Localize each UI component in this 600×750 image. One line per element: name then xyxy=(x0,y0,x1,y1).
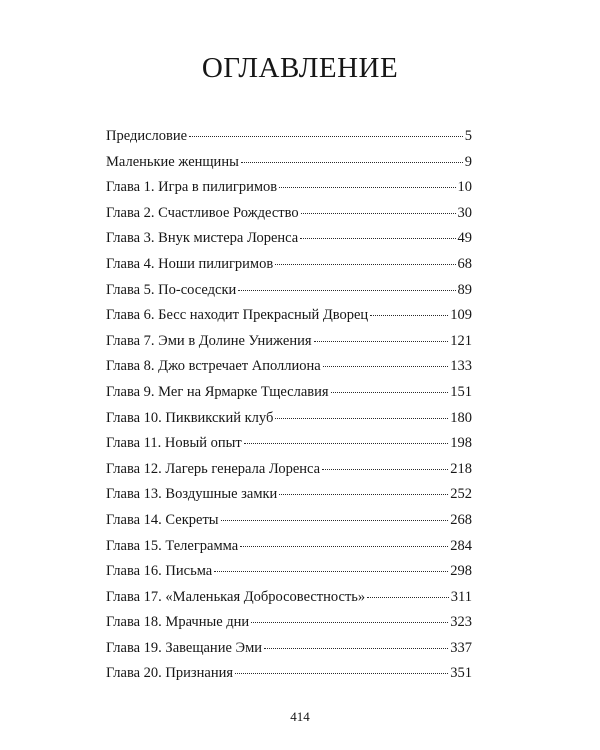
dot-leader xyxy=(331,392,449,393)
toc-entry-page: 30 xyxy=(457,204,472,221)
toc-entry-page: 323 xyxy=(450,614,472,631)
toc-entry-page: 151 xyxy=(450,383,472,400)
toc-entry-title: Глава 15. Телеграмма xyxy=(106,537,239,554)
toc-entry xyxy=(106,205,472,231)
toc-entry-title: Предисловие xyxy=(106,128,188,144)
dot-leader xyxy=(264,648,448,649)
dot-leader xyxy=(367,597,449,598)
toc-entry-page: 10 xyxy=(457,179,472,196)
dot-leader xyxy=(370,315,448,316)
dot-leader xyxy=(235,673,448,674)
toc-entry-title: Глава 4. Ноши пилигримов xyxy=(106,255,274,272)
dot-leader xyxy=(275,264,455,265)
toc-entry-title: Глава 10. Пиквикский клуб xyxy=(106,409,274,426)
dot-leader xyxy=(221,520,449,521)
toc-entry-title: Глава 12. Лагерь генерала Лоренса xyxy=(106,460,321,477)
dot-leader xyxy=(214,571,448,572)
toc-entry-title: Маленькие женщины xyxy=(106,153,239,170)
toc-entry xyxy=(106,512,472,538)
toc-entry-title: Глава 5. По-соседски xyxy=(106,281,237,298)
toc-entry-page: 89 xyxy=(457,281,472,298)
dot-leader xyxy=(322,469,448,470)
toc-entry-title: Глава 6. Бесс находит Прекрасный Дворец xyxy=(106,307,369,324)
toc-entry-page: 49 xyxy=(457,230,472,247)
dot-leader xyxy=(279,494,448,495)
dot-leader xyxy=(300,238,455,239)
toc-entry-page: 311 xyxy=(450,588,472,605)
dot-leader xyxy=(189,136,463,137)
toc-entry xyxy=(106,640,472,666)
dot-leader xyxy=(251,622,448,623)
toc-entry-title: Глава 2. Счастливое Рождество xyxy=(106,204,299,221)
dot-leader xyxy=(244,443,449,444)
dot-leader xyxy=(323,366,449,367)
toc-entry xyxy=(106,154,472,180)
toc-entry xyxy=(106,128,472,154)
dot-leader xyxy=(238,290,455,291)
toc-entry xyxy=(106,307,472,333)
toc-entry-title: Глава 17. «Маленькая Добросовестность» xyxy=(106,588,366,605)
toc-entry-page: 268 xyxy=(450,511,472,528)
toc-entry-page: 351 xyxy=(450,665,472,682)
toc-entry xyxy=(106,384,472,410)
toc-entry xyxy=(106,410,472,436)
toc-entry-title: Глава 20. Признания xyxy=(106,665,234,682)
toc-entry-page: 284 xyxy=(450,537,472,554)
toc-entry-title: Глава 8. Джо встречает Аполлиона xyxy=(106,358,321,375)
dot-leader xyxy=(279,187,455,188)
dot-leader xyxy=(301,213,456,214)
toc-entry xyxy=(106,333,472,359)
toc-entry-page: 252 xyxy=(450,486,472,503)
toc-entry-page: 9 xyxy=(464,153,472,170)
toc-entry xyxy=(106,282,472,308)
toc-entry xyxy=(106,179,472,205)
dot-leader xyxy=(314,341,449,342)
toc-entry xyxy=(106,256,472,282)
toc-entry-title: Глава 16. Письма xyxy=(106,563,213,580)
toc-entry xyxy=(106,538,472,564)
page-title: ОГЛАВЛЕНИЕ xyxy=(201,52,399,84)
toc-entry-page: 68 xyxy=(457,255,472,272)
toc-entry-title: Глава 11. Новый опыт xyxy=(106,435,242,452)
toc-entry-page: 337 xyxy=(450,639,472,656)
toc-entry-page: 298 xyxy=(450,563,472,580)
dot-leader xyxy=(275,418,448,419)
toc-entry-title: Глава 7. Эми в Долине Унижения xyxy=(106,332,312,349)
toc-entry-page: 218 xyxy=(450,460,472,477)
toc-entry xyxy=(106,435,472,461)
dot-leader xyxy=(240,546,448,547)
toc-entry-title: Глава 13. Воздушные замки xyxy=(106,486,278,503)
toc-entry xyxy=(106,358,472,384)
toc-entry-page: 109 xyxy=(450,307,472,324)
toc-entry-page: 198 xyxy=(450,435,472,452)
toc-entry-title: Глава 19. Завещание Эми xyxy=(106,639,263,656)
toc-entry-page: 180 xyxy=(450,409,472,426)
page-number: 414 xyxy=(290,709,310,724)
toc-entry-title: Глава 18. Мрачные дни xyxy=(106,614,250,631)
toc-entry xyxy=(106,461,472,487)
toc-entry-title: Глава 14. Секреты xyxy=(106,511,219,528)
toc-entry-page: 133 xyxy=(450,358,472,375)
table-of-contents xyxy=(106,128,472,691)
toc-entry xyxy=(106,230,472,256)
toc-entry xyxy=(106,589,472,615)
dot-leader xyxy=(241,162,463,163)
toc-entry-title: Глава 1. Игра в пилигримов xyxy=(106,179,278,196)
toc-entry-title: Глава 9. Мег на Ярмарке Тщеславия xyxy=(106,383,329,400)
toc-entry xyxy=(106,614,472,640)
toc-entry-title: Глава 3. Внук мистера Лоренса xyxy=(106,230,299,247)
toc-entry xyxy=(106,563,472,589)
toc-entry-page: 121 xyxy=(450,332,472,349)
toc-entry-page: 5 xyxy=(464,128,472,144)
toc-entry xyxy=(106,665,472,691)
toc-entry xyxy=(106,486,472,512)
